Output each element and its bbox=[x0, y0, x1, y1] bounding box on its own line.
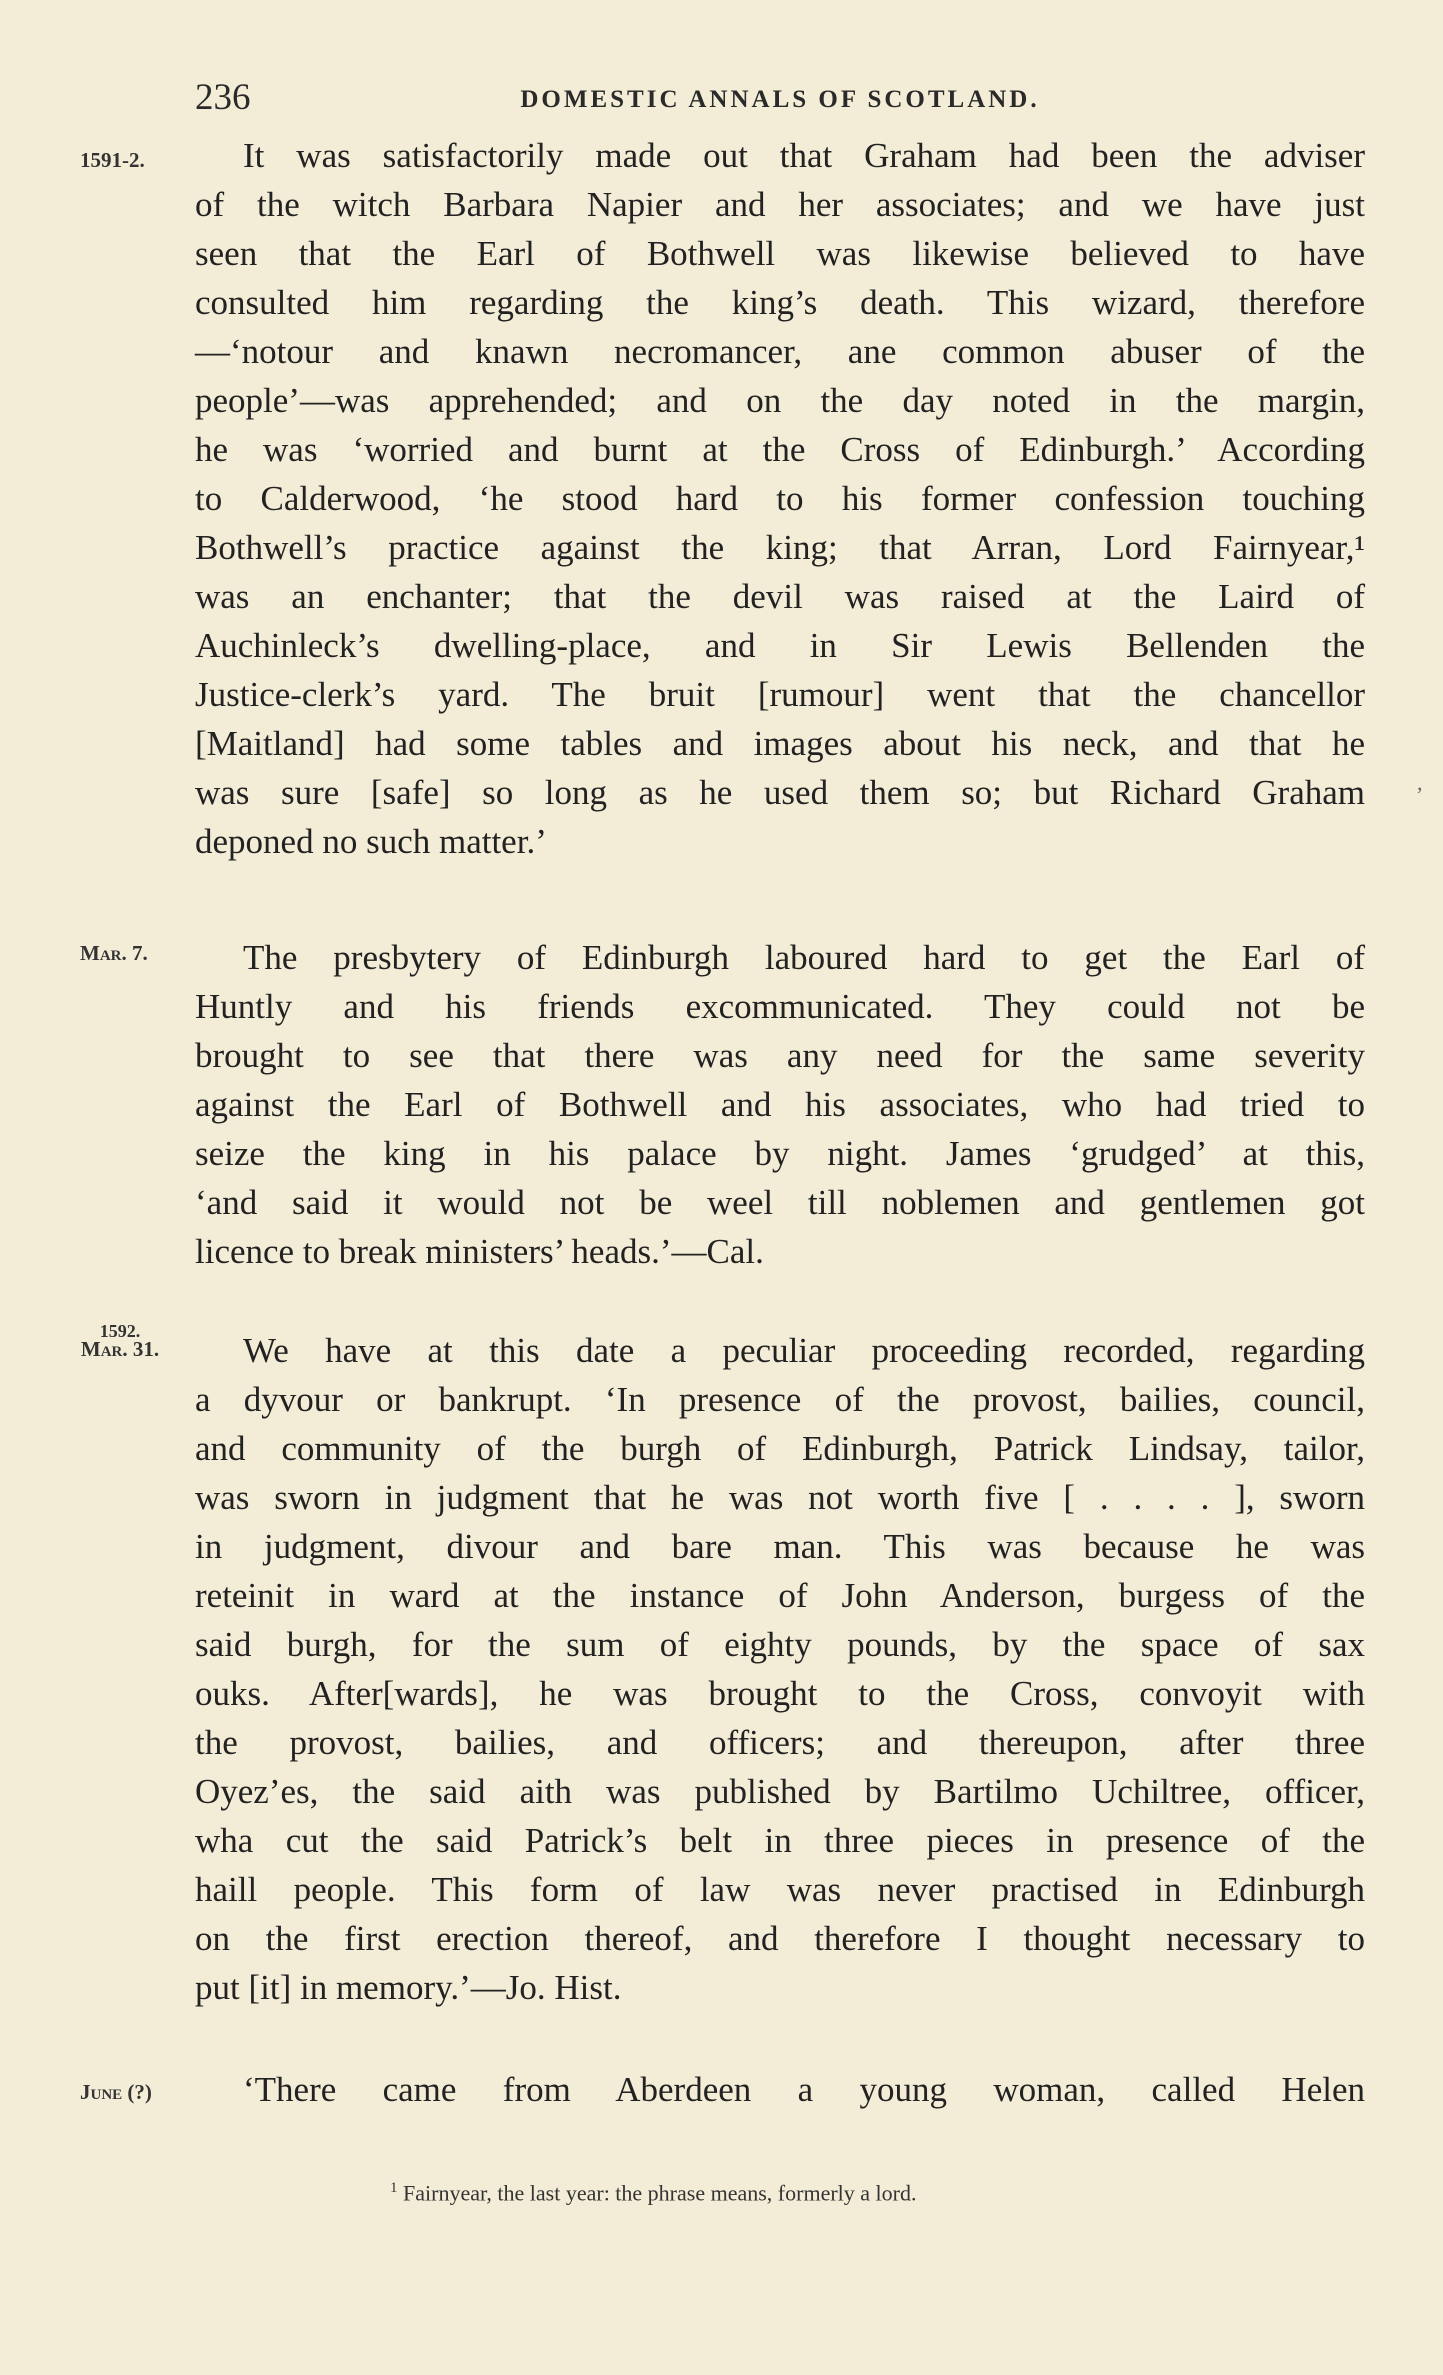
text-line: wha cut the said Patrick’s belt in three pieces in presence of the bbox=[195, 1821, 1365, 1860]
text-line: was sworn in judgment that he was not worth five [ . . . . ], sworn bbox=[195, 1478, 1365, 1517]
text-line: The presbytery of Edinburgh laboured hard to get the Earl of bbox=[243, 938, 1365, 977]
text-line: Auchinleck’s dwelling-place, and in Sir Lewis Bellenden the bbox=[195, 626, 1365, 665]
text-line: seen that the Earl of Bothwell was likewise believed to have bbox=[195, 234, 1365, 273]
text-line: ouks. After[wards], he was brought to the Cross, convoyit with bbox=[195, 1674, 1365, 1713]
paragraph-graham bbox=[195, 131, 1365, 866]
text-line: on the first erection thereof, and therefore I thought necessary to bbox=[195, 1919, 1365, 1958]
text-line: It was satisfactorily made out that Graham had been the adviser bbox=[243, 136, 1365, 175]
text-line: ‘There came from Aberdeen a young woman, called Helen bbox=[243, 2070, 1365, 2109]
text-line: Justice-clerk’s yard. The bruit [rumour] went that the chancellor bbox=[195, 675, 1365, 714]
text-line: haill people. This form of law was never practised in Edinburgh bbox=[195, 1870, 1365, 1909]
margin-date-mar-7: Mar. 7. bbox=[80, 941, 148, 965]
text-line: Huntly and his friends excommunicated. They could not be bbox=[195, 987, 1365, 1026]
text-line: of the witch Barbara Napier and her associates; and we have just bbox=[195, 185, 1365, 224]
text-line: ‘and said it would not be weel till noblemen and gentlemen got bbox=[195, 1183, 1365, 1222]
margin-date-1592 bbox=[80, 1321, 160, 1361]
text-line: was an enchanter; that the devil was raised at the Laird of bbox=[195, 577, 1365, 616]
text-line: said burgh, for the sum of eighty pounds, by the space of sax bbox=[195, 1625, 1365, 1664]
page-header bbox=[195, 76, 1365, 126]
text-line: We have at this date a peculiar proceeding recorded, regarding bbox=[243, 1331, 1365, 1370]
text-line: deponed no such matter.’ bbox=[195, 822, 547, 861]
text-line: —‘notour and knawn necromancer, ane common abuser of the bbox=[195, 332, 1365, 371]
footnote-marker: 1 bbox=[390, 2180, 398, 2196]
text-line: a dyvour or bankrupt. ‘In presence of the provost, bailies, council, bbox=[195, 1380, 1365, 1419]
text-line: seize the king in his palace by night. James ‘grudged’ at this, bbox=[195, 1134, 1365, 1173]
text-line: he was ‘worried and burnt at the Cross of Edinburgh.’ According bbox=[195, 430, 1365, 469]
text-line: against the Earl of Bothwell and his associates, who had tried to bbox=[195, 1085, 1365, 1124]
paragraph-presbytery bbox=[195, 933, 1365, 1276]
text-line: and community of the burgh of Edinburgh, Patrick Lindsay, tailor, bbox=[195, 1429, 1365, 1468]
text-line: licence to break ministers’ heads.’—Cal. bbox=[195, 1232, 764, 1271]
margin-year: 1592. bbox=[99, 1321, 141, 1341]
text-line: put [it] in memory.’—Jo. Hist. bbox=[195, 1968, 622, 2007]
text-line: [Maitland] had some tables and images about his neck, and that he bbox=[195, 724, 1365, 763]
text-line: people’—was apprehended; and on the day noted in the margin, bbox=[195, 381, 1365, 420]
margin-day: Mar. 31. bbox=[80, 1337, 160, 1361]
text-line: Oyez’es, the said aith was published by Bartilmo Uchiltree, officer, bbox=[195, 1772, 1365, 1811]
text-line: consulted him regarding the king’s death. This wizard, therefore bbox=[195, 283, 1365, 322]
footnote-text: Fairnyear, the last year: the phrase means, formerly a lord. bbox=[403, 2180, 917, 2206]
paragraph-bankrupt bbox=[195, 1326, 1365, 2012]
text-line: Bothwell’s practice against the king; that Arran, Lord Fairnyear,¹ bbox=[195, 528, 1365, 567]
text-line: the provost, bailies, and officers; and thereupon, after three bbox=[195, 1723, 1365, 1762]
text-line: reteinit in ward at the instance of John Anderson, burgess of the bbox=[195, 1576, 1365, 1615]
page-number: 236 bbox=[195, 77, 251, 118]
running-title: DOMESTIC ANNALS OF SCOTLAND. bbox=[520, 86, 1040, 113]
text-line: was sure [safe] so long as he used them so; but Richard Graham bbox=[195, 773, 1365, 812]
text-line: brought to see that there was any need for the same severity bbox=[195, 1036, 1365, 1075]
margin-date-1591-2: 1591-2. bbox=[80, 148, 145, 172]
text-line: in judgment, divour and bare man. This was because he was bbox=[195, 1527, 1365, 1566]
text-line: to Calderwood, ‘he stood hard to his former confession touching bbox=[195, 479, 1365, 518]
paragraph-helen bbox=[195, 2065, 1365, 2114]
margin-date-june: June (?) bbox=[80, 2080, 152, 2104]
edge-mark: , bbox=[1417, 770, 1423, 795]
footnote bbox=[390, 2180, 916, 2206]
